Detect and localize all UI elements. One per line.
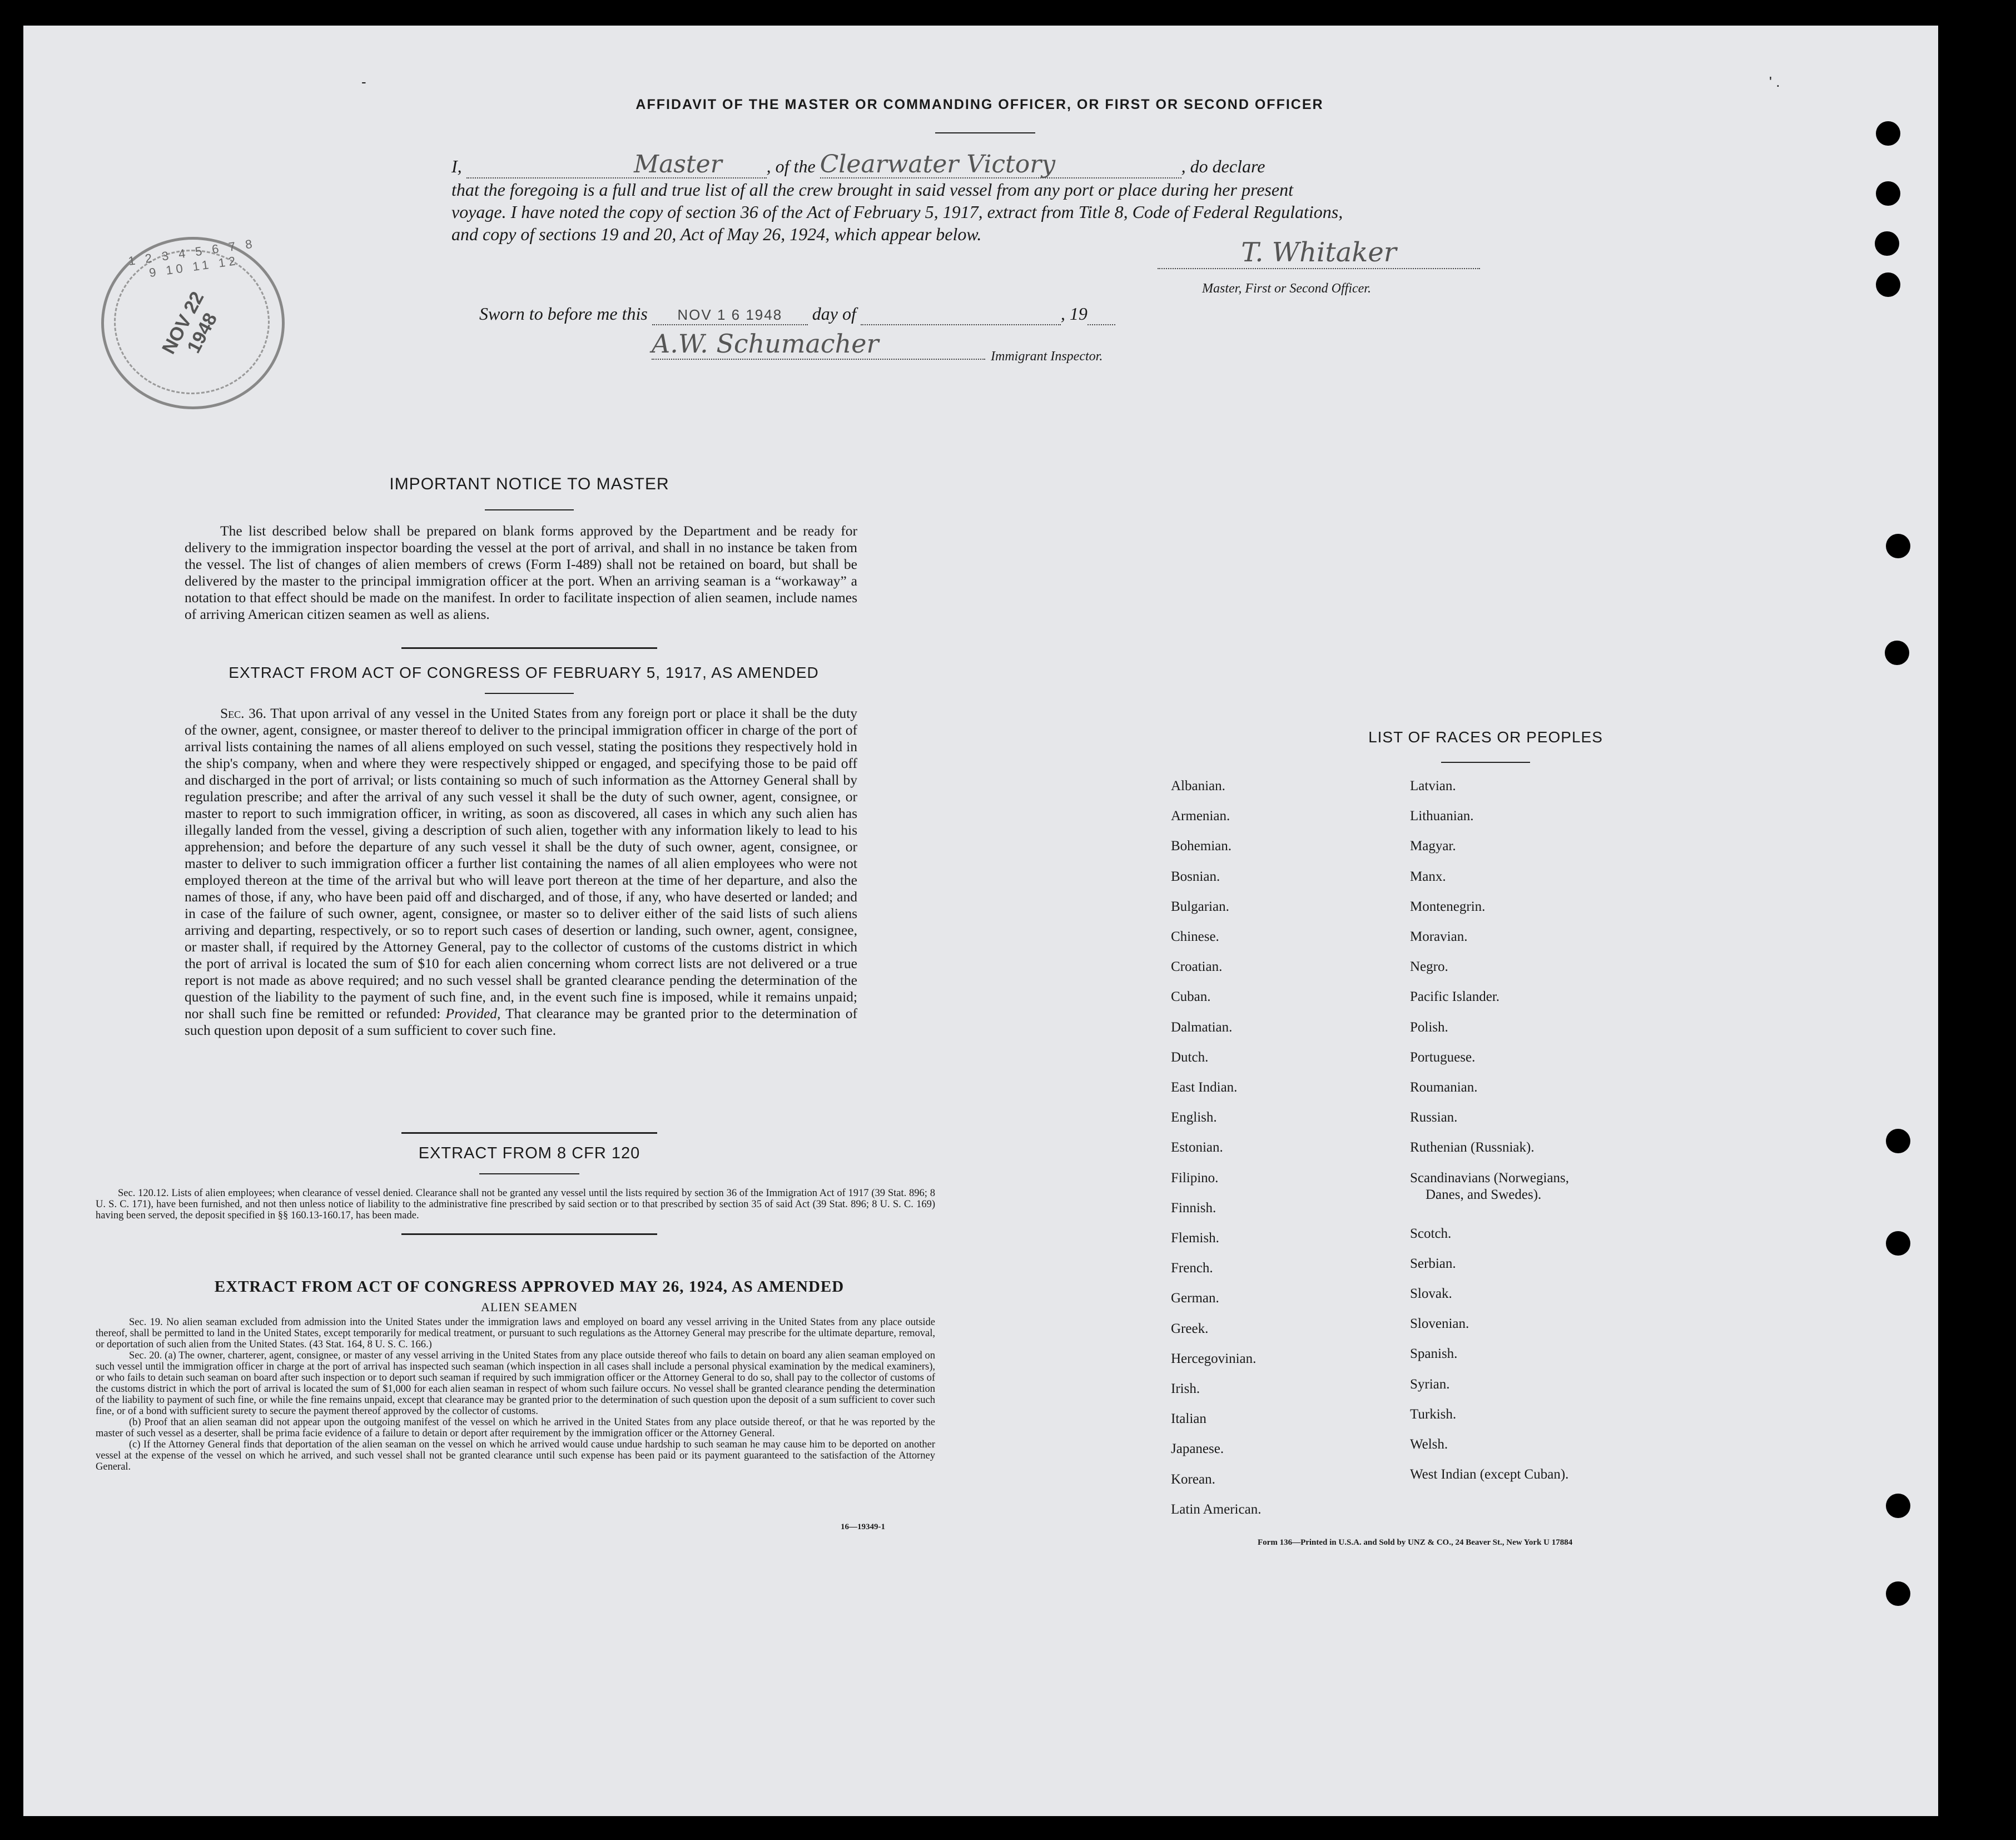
decl-i: I, — [451, 156, 462, 176]
race-item: Italian — [1171, 1411, 1206, 1427]
race-item: Japanese. — [1171, 1441, 1224, 1457]
race-item: Roumanian. — [1410, 1080, 1478, 1095]
binder-hole — [1876, 181, 1900, 206]
race-item: Slovak. — [1410, 1286, 1452, 1301]
race-item: Croatian. — [1171, 959, 1223, 975]
race-item: Serbian. — [1410, 1256, 1456, 1271]
declaration — [451, 150, 1569, 245]
race-item: Flemish. — [1171, 1231, 1219, 1246]
decl-line4: and copy of sections 19 and 20, Act of May 26, 1924, which appear below. — [451, 224, 982, 244]
race-item: Ruthenian (Russniak). — [1410, 1140, 1535, 1155]
month-field — [861, 304, 1061, 325]
races-title: LIST OF RACES OR PEOPLES — [1368, 728, 1603, 746]
sec36-label: Sec. 36. — [220, 705, 266, 721]
race-item: Armenian. — [1171, 809, 1230, 824]
race-item: Korean. — [1171, 1471, 1215, 1487]
race-item: Greek. — [1171, 1321, 1209, 1336]
day-of-text: day of — [812, 304, 856, 324]
extract1917-rule — [485, 693, 574, 694]
binder-hole — [1886, 1581, 1910, 1606]
extract1917-text — [185, 705, 857, 1039]
race-item: Cuban. — [1171, 989, 1211, 1005]
binder-hole — [1886, 1129, 1910, 1153]
form-page — [23, 26, 1938, 1816]
race-item: Russian. — [1410, 1110, 1458, 1125]
stamp-date: NOV 22 1948 — [158, 288, 222, 358]
extract1924-subtitle: ALIEN SEAMEN — [481, 1300, 578, 1314]
race-item: Chinese. — [1171, 929, 1219, 944]
sworn-text: Sworn to before me this — [479, 304, 648, 324]
race-item: Moravian. — [1410, 929, 1468, 944]
race-item: East Indian. — [1171, 1080, 1238, 1095]
race-item: Montenegrin. — [1410, 899, 1486, 914]
cfr-rule — [479, 1173, 579, 1174]
race-item: West Indian (except Cuban). — [1410, 1467, 1569, 1482]
race-item: Welsh. — [1410, 1437, 1448, 1452]
stamp-digits: 1 2 3 4 5 6 7 8 9 10 11 12 — [127, 236, 257, 280]
race-item: Danes, and Swedes). — [1426, 1187, 1542, 1202]
race-item: Finnish. — [1171, 1200, 1216, 1216]
sworn-date-field — [652, 304, 808, 325]
inspector-caption: Immigrant Inspector. — [991, 349, 1103, 364]
binder-hole — [1885, 641, 1909, 665]
binder-hole — [1876, 121, 1900, 146]
separator-2 — [401, 1132, 657, 1134]
race-item: Latin American. — [1171, 1501, 1262, 1517]
sec36-body: That upon arrival of any vessel in the United States from any foreign port or place it shall be the duty of the owner, agent, consignee, or master thereof to deliver to the principal immigration officer in charge of the port of arrival lists containing the names of all aliens employed on such vessel, stating the positions they respectively hold in the ship's company, when and where they were respectively shipped or engaged, and specifying those to be paid off and discharged in the port of arrival; or lists containing so much of such information as the Attorney General shall by regulation prescribe; and after the arrival of any such vessel it shall be the duty of such owner, agent, consignee, or master to report to such immigration officer, in writing, as soon as discovered, all cases in which any such alien has illegally landed from the vessel, giving a description of such alien, together with any information likely to lead to his apprehension; and before the departure of any such vessel it shall be the duty of such owner, agent, consignee, or master to deliver to such immigration officer a further list containing the names of all alien employees who were not employed thereon at the time of the arrival but who will leave port thereon at the time of her departure, and also the names of those, if any, who have been paid off and discharged, and of those, if any, who have deserted or landed; and in case of the failure of such owner, agent, consignee, or master so to deliver either of the said lists of such aliens arriving and departing, respectively, or so to report such cases of desertion or landing, such owner, agent, consignee, or master shall, if required by the Attorney General, pay to the collector of customs of the customs district in which the port of arrival is located the sum of $10 for each alien concerning whom correct lists are not delivered or a true report is not made as above required; and no such vessel shall be granted clearance pending the determination of the question of the liability to the payment of such fine, and, in the event such fine is imposed, while it remains unpaid; nor shall such fine be remitted or refunded: — [185, 705, 857, 1021]
race-item: Spanish. — [1410, 1346, 1458, 1362]
notice-text: The list described below shall be prepared on blank forms approved by the Department and be ready for delivery to the immigration inspector boarding the vessel at the port of arrival, and shall in no instance be taken from the vessel. The list of changes of alien members of crews (Form I-489) shall not be retained on board, but shall be delivered by the master to the principal immigration officer at the port. When an arriving seaman is a “workaway” a notation to that effect should be made on the manifest. In order to facilitate inspection of alien seamen, include names of arriving American citizen seamen as well as aliens. — [185, 523, 857, 622]
separator-3 — [401, 1233, 657, 1235]
year-field — [1088, 304, 1115, 325]
race-item: Turkish. — [1410, 1406, 1457, 1422]
race-item: Polish. — [1410, 1019, 1448, 1035]
vessel-field — [820, 150, 1181, 178]
master-signature-line — [1158, 237, 1480, 269]
title-rule — [935, 132, 1035, 133]
binder-hole — [1886, 534, 1910, 558]
race-item: Portuguese. — [1410, 1049, 1476, 1065]
affidavit-title: AFFIDAVIT OF THE MASTER OR COMMANDING OFFICER, OR FIRST OR SECOND OFFICER — [635, 97, 1324, 112]
extract1924-text — [96, 1317, 935, 1472]
form-code: 16—19349-1 — [841, 1522, 885, 1531]
race-item: French. — [1171, 1261, 1213, 1276]
race-item: Albanian. — [1171, 778, 1225, 793]
race-item: Estonian. — [1171, 1140, 1223, 1155]
race-item: Lithuanian. — [1410, 809, 1474, 824]
race-item: Magyar. — [1410, 839, 1456, 854]
cfr-title: EXTRACT FROM 8 CFR 120 — [418, 1144, 640, 1162]
binder-hole — [1886, 1231, 1910, 1256]
sec20b-text: (b) Proof that an alien seaman did not appear upon the outgoing manifest of the vessel on which he arrived in the United States from any place outside thereof, or that he was reported by the master of such vessel as a deserter, shall be prima facie evidence of a failure to detain or deport after requirement by the immigration officer or the Attorney General. — [96, 1417, 935, 1439]
race-item: Manx. — [1410, 869, 1446, 884]
corner-mark-left: - — [361, 73, 366, 90]
decl-do-declare: , do declare — [1181, 156, 1265, 176]
position-field — [466, 150, 767, 178]
race-item: Dalmatian. — [1171, 1019, 1233, 1035]
race-item: Hercegovinian. — [1171, 1351, 1257, 1366]
sec36-provided: Provided, — [445, 1005, 501, 1021]
race-item: Syrian. — [1410, 1376, 1450, 1392]
inspection-date-stamp — [101, 237, 285, 409]
race-item: Filipino. — [1171, 1170, 1219, 1186]
race-item: Irish. — [1171, 1381, 1200, 1396]
master-caption: Master, First or Second Officer. — [1202, 281, 1371, 296]
extract1924-title: EXTRACT FROM ACT OF CONGRESS APPROVED MAY 26, 1924, AS AMENDED — [214, 1278, 845, 1296]
sec20c-text: (c) If the Attorney General finds that deportation of the alien seaman on the vessel on which he arrived would cause undue hardship to such seaman he may cause him to be deported on another vessel at the expense of the vessel on which he arrived, and such vessel shall not be granted clearance until such expense has been paid or its payment guaranteed to the satisfaction of the Attorney General. — [96, 1439, 935, 1472]
inspector-signature: A.W. Schumacher — [652, 329, 879, 359]
notice-title: IMPORTANT NOTICE TO MASTER — [389, 475, 669, 493]
cfr-text: Sec. 120.12. Lists of alien employees; when clearance of vessel denied. Clearance shall not be granted any vessel until the lists required by section 36 of the Immigration Act of 1917 (39 Stat. 896; 8 U. S. C. 171), have been furnished, and not then unless notice of liability to the administrative fine prescribed by said section or to that prescribed by section 35 of said Act (39 Stat. 896; 8 U. S. C. 169) having been served, the deposit specified in §§ 160.13-160.17, has been made. — [96, 1188, 935, 1221]
form-footer: Form 136—Printed in U.S.A. and Sold by UNZ & CO., 24 Beaver St., New York U 17884 — [1258, 1538, 1573, 1547]
extract1917-title: EXTRACT FROM ACT OF CONGRESS OF FEBRUARY 5, 1917, AS AMENDED — [229, 664, 819, 681]
binder-hole — [1876, 272, 1900, 297]
corner-mark-right: ' . — [1769, 73, 1780, 90]
position-handwritten: Master — [634, 150, 722, 178]
decl-line3: voyage. I have noted the copy of section 36 of the Act of February 5, 1917, extract from Title 8, Code of Federal Regulations, — [451, 202, 1343, 222]
year-prefix: , 19 — [1060, 304, 1088, 324]
race-item: Slovenian. — [1410, 1316, 1469, 1332]
decl-of-the: , of the — [766, 156, 816, 176]
vessel-handwritten: Clearwater Victory — [820, 150, 1056, 178]
sworn-date-stamp: NOV 1 6 1948 — [677, 306, 783, 323]
race-item: Scandinavians (Norwegians, — [1410, 1170, 1570, 1186]
sworn-line — [479, 304, 1115, 325]
sec19-text: Sec. 19. No alien seaman excluded from admission into the United States under the immigration laws and employed on board any vessel arriving in the United States from any place outside thereof, shall be permitted to land in the United States, except temporarily for medical treatment, or pursuant to such regulations as the Attorney General may prescribe for the ultimate departure, removal, or deportation of such alien from the United States. (43 Stat. 164, 8 U. S. C. 166.) — [96, 1317, 935, 1350]
decl-line2: that the foregoing is a full and true list of all the crew brought in said vessel from any port or place during her present — [451, 180, 1293, 200]
race-item: Dutch. — [1171, 1049, 1209, 1065]
race-item: English. — [1171, 1110, 1217, 1125]
inspector-signature-line — [652, 329, 985, 360]
race-item: German. — [1171, 1291, 1219, 1306]
sec20a-text: Sec. 20. (a) The owner, charterer, agent, consignee, or master of any vessel arriving in the United States from any place outside thereof who fails to detain on board any alien seaman employed on such vessel until the immigration officer in charge at the port of arrival has inspected such seaman (which inspection in all cases shall include a personal physical examination by the medical examiners), or who fails to detain such seaman on board after such inspection or to deport such seaman if required by such immigration officer or the Attorney General to do so, shall pay to the collector of customs of the customs district in which the port of arrival is located the sum of $1,000 for each alien seaman in respect of whom such failure occurs. No vessel shall be granted clearance pending the determination of the liability to payment of such fine, or while the fine remains unpaid, except that clearance may be granted prior to the determination of such question upon the deposit of a sum sufficient to cover such fine, or of a bond with sufficient surety to secure the payment thereof approved by the collector of customs. — [96, 1350, 935, 1417]
master-signature: T. Whitaker — [1241, 237, 1397, 268]
race-item: Scotch. — [1410, 1226, 1452, 1241]
binder-hole — [1875, 231, 1899, 256]
race-item: Latvian. — [1410, 778, 1456, 793]
race-item: Pacific Islander. — [1410, 989, 1500, 1005]
race-item: Bosnian. — [1171, 869, 1220, 884]
race-item: Negro. — [1410, 959, 1448, 975]
separator-1 — [401, 647, 657, 649]
race-item: Bulgarian. — [1171, 899, 1229, 914]
notice-rule — [485, 509, 574, 510]
sec36-end: That clearance may be granted prior to the determination of such question upon deposit of a sum sufficient to cover such fine. — [185, 1005, 857, 1038]
binder-hole — [1886, 1494, 1910, 1518]
races-rule — [1441, 762, 1530, 763]
race-item: Bohemian. — [1171, 839, 1232, 854]
